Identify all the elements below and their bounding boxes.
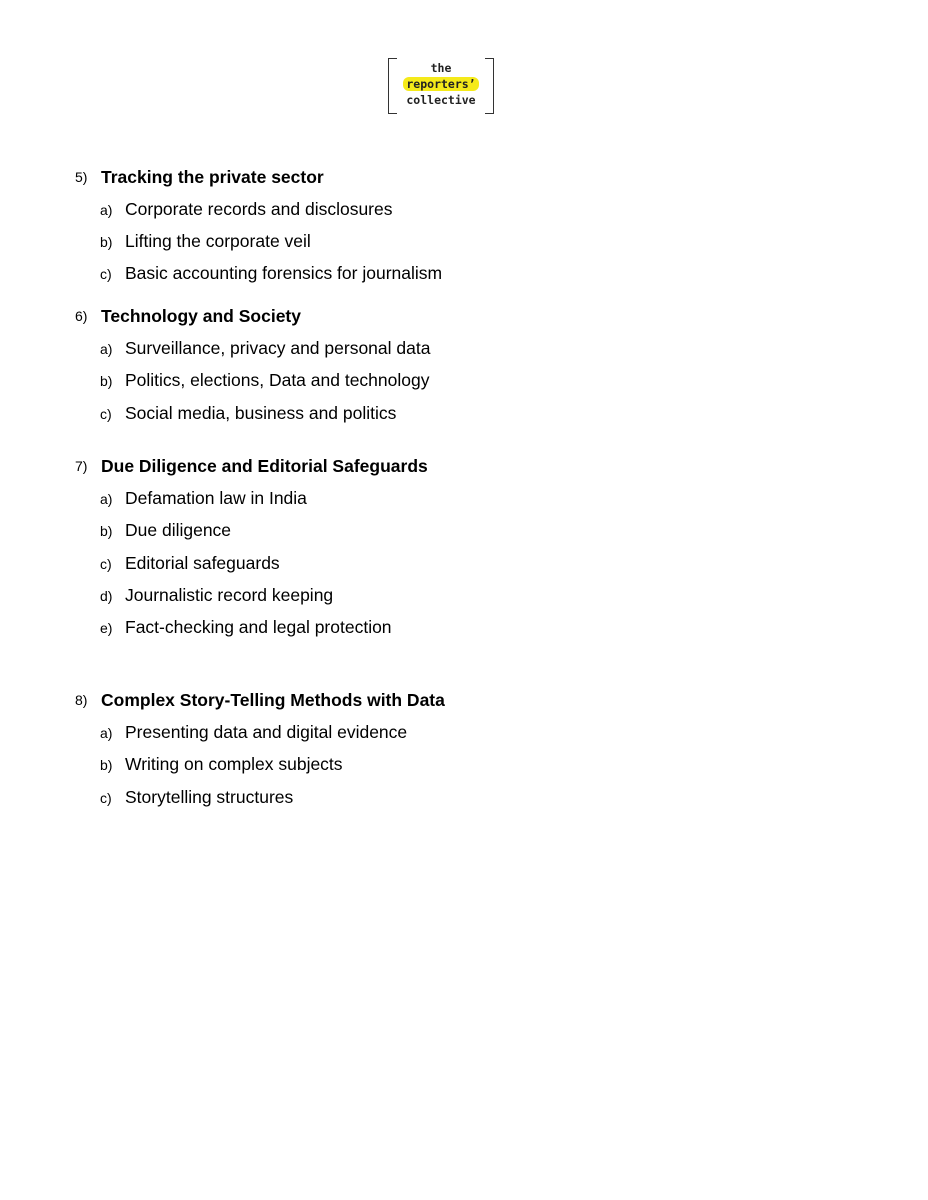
- logo-line-the: the: [430, 61, 452, 75]
- section-number: 5): [75, 169, 88, 185]
- logo-highlight: reporters’: [403, 77, 478, 91]
- item-letter: c): [100, 266, 112, 282]
- item-letter: d): [100, 588, 113, 604]
- item-text: Editorial safeguards: [125, 553, 280, 573]
- item-text: Presenting data and digital evidence: [125, 722, 408, 742]
- item-letter: b): [100, 757, 113, 773]
- item-text: Storytelling structures: [125, 787, 294, 807]
- section-number: 6): [75, 308, 88, 324]
- item-text: Defamation law in India: [125, 488, 307, 508]
- item-text: Surveillance, privacy and personal data: [125, 338, 431, 358]
- section-number: 7): [75, 458, 88, 474]
- item-text: Politics, elections, Data and technology: [125, 370, 430, 390]
- item-letter: a): [100, 491, 113, 507]
- item-letter: b): [100, 373, 113, 389]
- logo-line-collective: collective: [406, 93, 476, 107]
- item-letter: e): [100, 620, 113, 636]
- logo-line-reporters: [388, 77, 494, 91]
- section-number: 8): [75, 692, 88, 708]
- item-letter: b): [100, 234, 113, 250]
- item-letter: a): [100, 202, 113, 218]
- item-text: Journalistic record keeping: [125, 585, 334, 605]
- section-title: Complex Story-Telling Methods with Data: [101, 690, 445, 710]
- item-text: Social media, business and politics: [125, 403, 397, 423]
- item-letter: b): [100, 523, 113, 539]
- item-letter: a): [100, 725, 113, 741]
- item-text: Due diligence: [125, 520, 232, 540]
- logo: [388, 58, 494, 114]
- section-title: Tracking the private sector: [101, 167, 324, 187]
- item-text: Writing on complex subjects: [125, 754, 343, 774]
- section-title: Technology and Society: [101, 306, 301, 326]
- item-letter: c): [100, 556, 112, 572]
- item-text: Corporate records and disclosures: [125, 199, 393, 219]
- item-letter: c): [100, 790, 112, 806]
- item-text: Lifting the corporate veil: [125, 231, 311, 251]
- item-letter: a): [100, 341, 113, 357]
- item-text: Fact-checking and legal protection: [125, 617, 392, 637]
- item-letter: c): [100, 406, 112, 422]
- section-title: Due Diligence and Editorial Safeguards: [101, 456, 428, 476]
- item-text: Basic accounting forensics for journalism: [125, 263, 443, 283]
